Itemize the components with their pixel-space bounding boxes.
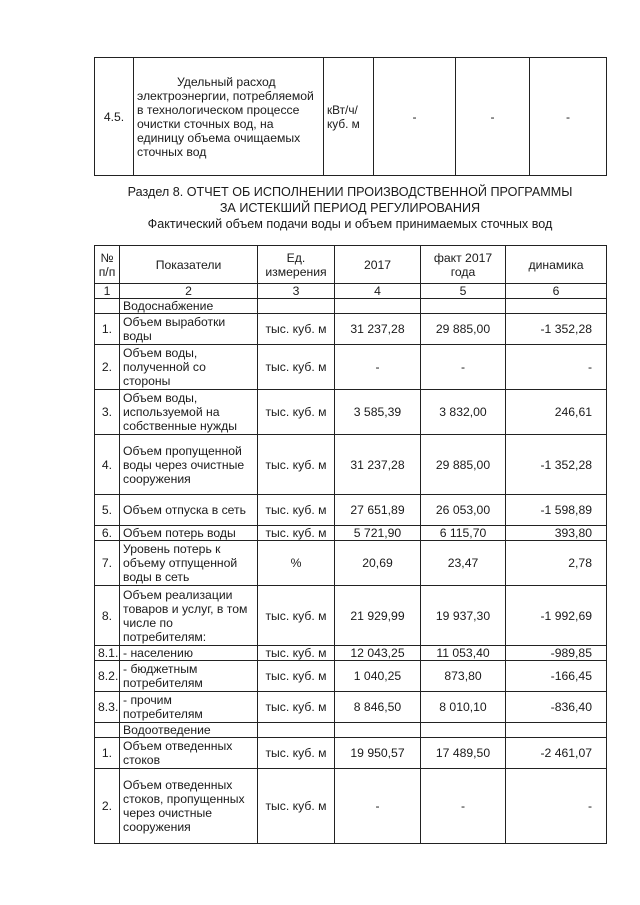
indicator-name: Объем реализации товаров и услуг, в том числе по потребителям: [120,586,258,646]
value-fact: 17 489,50 [421,738,506,769]
unit: тыс. куб. м [258,345,335,390]
section-label: Водоснабжение [120,299,258,314]
row-number: 4.5. [95,58,134,176]
section-row [95,723,607,738]
value-2017: 12 043,25 [335,646,421,661]
table-row [95,541,607,586]
value-fact: 873,80 [421,661,506,692]
section-subtitle: ЗА ИСТЕКШИЙ ПЕРИОД РЕГУЛИРОВАНИЯ [219,201,481,215]
value-dynamics: 2,78 [506,541,607,586]
section-title: Раздел 8. ОТЧЕТ ОБ ИСПОЛНЕНИИ ПРОИЗВОДСТВЕННОЙ ПРОГРАММЫ [127,185,573,199]
table-row [95,586,607,646]
indicator-name: - населению [120,646,258,661]
value-dynamics: - [506,345,607,390]
value-cell: - [456,58,530,176]
row-number: 1. [95,314,120,345]
value-2017: 21 929,99 [335,586,421,646]
column-number: 6 [506,284,607,299]
unit: тыс. куб. м [258,646,335,661]
row-number: 8.3. [95,692,120,723]
value-2017: 5 721,90 [335,526,421,541]
header-cell: факт 2017 года [421,246,506,284]
row-number: 8.1. [95,646,120,661]
table-row [95,526,607,541]
value-fact: 29 885,00 [421,435,506,495]
indicator-name: Объем воды, полученной со стороны [120,345,258,390]
table-row [95,390,607,435]
value-dynamics: - [506,769,607,844]
value-dynamics: -1 598,89 [506,495,607,526]
header-cell: динамика [506,246,607,284]
indicator-name: Объем отведенных стоков [120,738,258,769]
indicator-name: Удельный расход электроэнергии, потребляемой в технологическом процессе очистки сточных вод, на единицу объема очищаемых сточных вод [134,58,324,176]
value-dynamics: -166,45 [506,661,607,692]
row-number: 2. [95,345,120,390]
row-number: 1. [95,738,120,769]
column-number: 4 [335,284,421,299]
unit: тыс. куб. м [258,435,335,495]
column-number: 3 [258,284,335,299]
value-fact: 8 010,10 [421,692,506,723]
indicator-name: Объем отпуска в сеть [120,495,258,526]
indicator-name: - бюджетным потребителям [120,661,258,692]
unit: кВт/ч/куб. м [324,58,374,176]
value-fact: 29 885,00 [421,314,506,345]
row-number: 7. [95,541,120,586]
unit: тыс. куб. м [258,661,335,692]
value-2017: 1 040,25 [335,661,421,692]
value-fact: 3 832,00 [421,390,506,435]
water-rows [95,314,607,723]
row-number: 4. [95,435,120,495]
value-2017: 27 651,89 [335,495,421,526]
value-dynamics: 393,80 [506,526,607,541]
column-number: 2 [120,284,258,299]
table-row [95,314,607,345]
value-2017: - [335,769,421,844]
table-row [95,738,607,769]
value-fact: 11 053,40 [421,646,506,661]
value-2017: 31 237,28 [335,435,421,495]
indicator-name: Уровень потерь к объему отпущенной воды в сеть [120,541,258,586]
row-number: 8.2. [95,661,120,692]
value-dynamics: -1 992,69 [506,586,607,646]
top-table [94,57,607,176]
row-number: 8. [95,586,120,646]
unit: тыс. куб. м [258,390,335,435]
unit: тыс. куб. м [258,769,335,844]
row-number: 6. [95,526,120,541]
table-row [95,692,607,723]
table-row [95,661,607,692]
unit: тыс. куб. м [258,586,335,646]
value-2017: 20,69 [335,541,421,586]
row-number: 2. [95,769,120,844]
indicator-name: Объем воды, используемой на собственные нужды [120,390,258,435]
sewer-rows [95,738,607,844]
unit: тыс. куб. м [258,314,335,345]
row-number: 5. [95,495,120,526]
value-dynamics: -2 461,07 [506,738,607,769]
value-fact: 19 937,30 [421,586,506,646]
unit: тыс. куб. м [258,495,335,526]
value-dynamics: -836,40 [506,692,607,723]
value-cell: - [374,58,456,176]
header-cell: Ед. измерения [258,246,335,284]
table-caption: Фактический объем подачи воды и объем принимаемых сточных вод [147,217,553,231]
section-row [95,299,607,314]
column-number: 5 [421,284,506,299]
value-fact: - [421,769,506,844]
indicator-name: Объем выработки воды [120,314,258,345]
section-label: Водоотведение [120,723,258,738]
value-fact: 26 053,00 [421,495,506,526]
table-row [95,495,607,526]
value-fact: 6 115,70 [421,526,506,541]
column-number-row [95,284,607,299]
unit: тыс. куб. м [258,692,335,723]
value-2017: 31 237,28 [335,314,421,345]
value-fact: - [421,345,506,390]
unit: тыс. куб. м [258,526,335,541]
header-row [95,246,607,284]
table-row [95,646,607,661]
value-dynamics: -1 352,28 [506,314,607,345]
value-fact: 23,47 [421,541,506,586]
unit: тыс. куб. м [258,738,335,769]
indicator-name: Объем пропущенной воды через очистные сооружения [120,435,258,495]
main-table [94,245,607,844]
table-row [95,58,607,176]
column-number: 1 [95,284,120,299]
value-2017: 19 950,57 [335,738,421,769]
table-row [95,769,607,844]
value-cell: - [530,58,607,176]
unit: % [258,541,335,586]
value-2017: 8 846,50 [335,692,421,723]
value-dynamics: 246,61 [506,390,607,435]
value-dynamics: -989,85 [506,646,607,661]
indicator-name: Объем отведенных стоков, пропущенных через очистные сооружения [120,769,258,844]
indicator-name: Объем потерь воды [120,526,258,541]
table-row [95,435,607,495]
row-number: 3. [95,390,120,435]
header-cell: 2017 [335,246,421,284]
indicator-name: - прочим потребителям [120,692,258,723]
value-2017: 3 585,39 [335,390,421,435]
header-cell: № п/п [95,246,120,284]
table-row [95,345,607,390]
header-cell: Показатели [120,246,258,284]
value-dynamics: -1 352,28 [506,435,607,495]
value-2017: - [335,345,421,390]
